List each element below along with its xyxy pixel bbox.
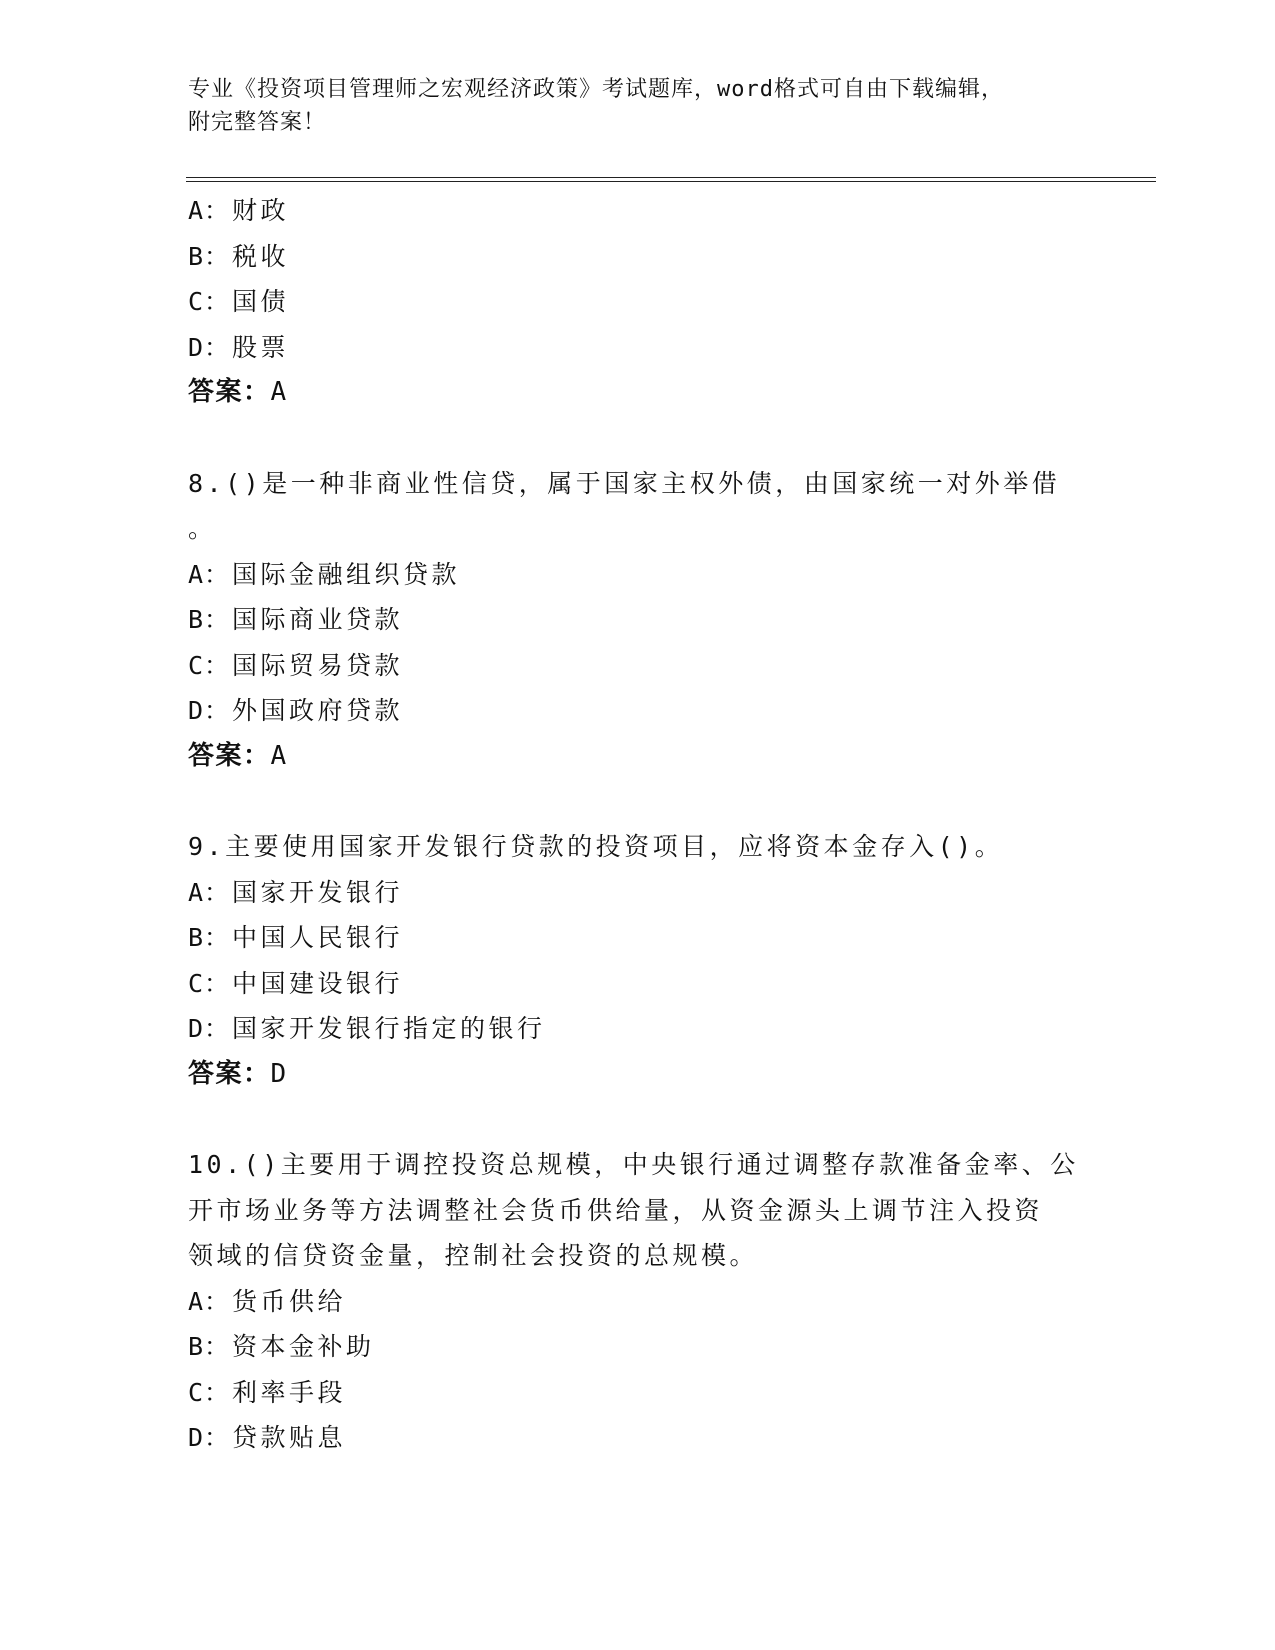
option-a	[188, 552, 1108, 598]
option-b	[188, 234, 1108, 280]
spacer	[188, 1097, 1108, 1142]
option-letter: A：	[188, 196, 231, 225]
option-text: 中国人民银行	[232, 923, 404, 952]
option-text: 税收	[232, 241, 290, 271]
question-stem: 8.()是一种非商业性信贷，属于国家主权外债，由国家统一对外举借	[188, 468, 1061, 498]
option-text: 国家开发银行指定的银行	[232, 1014, 546, 1043]
document-header	[188, 73, 1088, 139]
option-text: 中国建设银行	[232, 968, 404, 998]
question-9-block	[188, 824, 1108, 1097]
option-a	[188, 188, 1108, 234]
option-text: 资本金补助	[232, 1332, 375, 1361]
option-text: 国家开发银行	[232, 877, 404, 907]
option-letter: D：	[188, 1014, 231, 1043]
option-c	[188, 961, 1108, 1007]
header-divider	[186, 177, 1156, 182]
header-line-2: 附完整答案！	[188, 110, 327, 135]
option-text: 国际贸易贷款	[232, 650, 404, 680]
option-letter: A：	[188, 559, 231, 589]
option-letter: C：	[188, 1377, 231, 1407]
option-letter: A：	[188, 877, 231, 907]
question-8-block	[188, 461, 1108, 780]
option-text: 股票	[232, 332, 290, 362]
option-text: 货币供给	[232, 1286, 347, 1316]
option-d	[188, 688, 1108, 734]
option-b	[188, 915, 1108, 961]
option-letter: D：	[188, 696, 231, 725]
option-text: 财政	[232, 196, 290, 225]
option-a	[188, 870, 1108, 916]
option-letter: C：	[188, 287, 231, 316]
answer-line	[188, 1052, 1108, 1098]
answer-value: A	[270, 377, 288, 407]
option-b	[188, 1324, 1108, 1370]
question-content	[188, 188, 1108, 1461]
option-c	[188, 1370, 1108, 1416]
option-letter: B：	[188, 923, 231, 952]
question-stem: 9.主要使用国家开发银行贷款的投资项目，应将资本金存入()。	[188, 832, 1004, 861]
question-stem-continuation: 领域的信贷资金量，控制社会投资的总规模。	[188, 1241, 759, 1270]
answer-line	[188, 734, 1108, 780]
answer-label: 答案：	[188, 1058, 271, 1089]
answer-value: D	[270, 1058, 288, 1089]
option-letter: D：	[188, 1423, 231, 1452]
option-letter: D：	[188, 332, 231, 362]
answer-line	[188, 370, 1108, 416]
option-b	[188, 597, 1108, 643]
option-c	[188, 643, 1108, 689]
option-letter: B：	[188, 241, 231, 271]
option-d	[188, 325, 1108, 371]
option-letter: A：	[188, 1286, 231, 1316]
option-text: 国际金融组织贷款	[232, 559, 461, 589]
option-text: 利率手段	[232, 1377, 347, 1407]
option-text: 贷款贴息	[232, 1423, 347, 1452]
option-letter: C：	[188, 650, 231, 680]
option-letter: B：	[188, 1332, 231, 1361]
question-stem: 10.()主要用于调控投资总规模，中央银行通过调整存款准备金率、公	[188, 1150, 1079, 1179]
answer-value: A	[270, 740, 288, 771]
option-text: 外国政府贷款	[232, 696, 404, 725]
question-stem-continuation: 开市场业务等方法调整社会货币供给量，从资金源头上调节注入投资	[188, 1195, 1044, 1225]
option-letter: C：	[188, 968, 231, 998]
question-stem-continuation: 。	[188, 514, 217, 543]
option-c	[188, 279, 1108, 325]
option-d	[188, 1006, 1108, 1052]
option-text: 国债	[232, 287, 290, 316]
option-d	[188, 1415, 1108, 1461]
answer-label: 答案：	[188, 740, 271, 771]
spacer	[188, 779, 1108, 824]
option-letter: B：	[188, 605, 231, 634]
question-10-block	[188, 1142, 1108, 1461]
answer-label: 答案：	[188, 377, 271, 407]
header-line-1: 专业《投资项目管理师之宏观经济政策》考试题库，word格式可自由下载编辑，	[188, 77, 1004, 102]
option-a	[188, 1279, 1108, 1325]
question-7-block	[188, 188, 1108, 416]
spacer	[188, 416, 1108, 461]
option-text: 国际商业贷款	[232, 605, 404, 634]
